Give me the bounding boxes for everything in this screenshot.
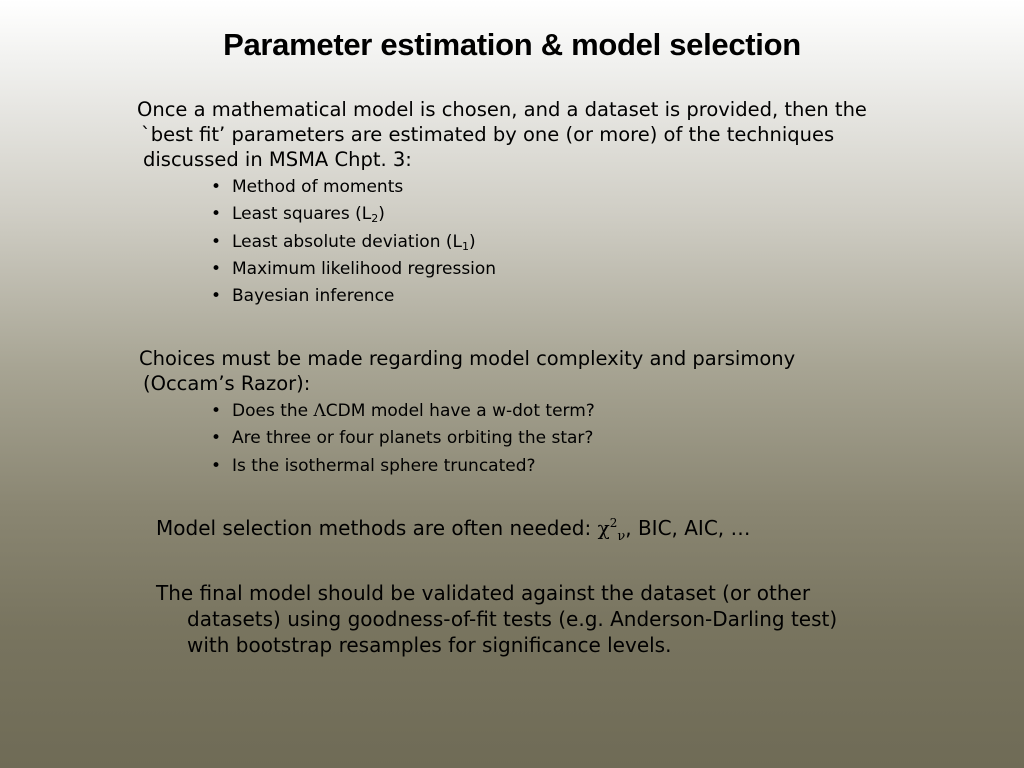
list-item-label: Are three or four planets orbiting the star?	[232, 428, 594, 449]
bullet-icon: •	[211, 286, 222, 307]
choices-paragraph	[139, 346, 795, 396]
list-item-label: Bayesian inference	[232, 286, 395, 307]
model-selection-line	[156, 516, 751, 544]
bullet-icon: •	[211, 231, 222, 252]
list-item-label-end: )	[378, 204, 385, 225]
bullet-icon: •	[211, 428, 222, 449]
list-item-label: Is the isothermal sphere truncated?	[232, 455, 536, 476]
list-item-lambda-cdm	[211, 398, 595, 425]
validation-line-3: with bootstrap resamples for significance levels.	[187, 633, 672, 657]
intro-paragraph	[137, 97, 867, 172]
bullet-icon: •	[211, 177, 222, 197]
list-item-bayesian-inference	[211, 283, 496, 310]
list-item-label-end: )	[469, 231, 476, 252]
validation-line-2: datasets) using goodness-of-fit tests (e.g. Anderson-Darling test)	[187, 607, 838, 631]
intro-line-1: Once a mathematical model is chosen, and a dataset is provided, then the	[137, 98, 867, 121]
subscript: 2	[371, 212, 379, 226]
bullet-icon: •	[211, 258, 222, 279]
list-item-method-of-moments	[211, 174, 496, 201]
intro-line-3: discussed in MSMA Chpt. 3:	[143, 148, 412, 171]
bullet-icon: •	[211, 401, 222, 421]
validation-paragraph	[156, 580, 837, 658]
chi-symbol: χ	[597, 516, 610, 540]
list-item-isothermal-sphere	[211, 453, 595, 480]
techniques-list	[211, 174, 496, 310]
questions-list	[211, 398, 595, 480]
choices-line-2: (Occam’s Razor):	[143, 372, 311, 395]
list-item-maximum-likelihood	[211, 256, 496, 283]
model-selection-paragraph	[156, 516, 751, 544]
bullet-icon: •	[211, 455, 222, 476]
slide-title: Parameter estimation & model selection	[223, 27, 801, 62]
list-item-label: Least absolute deviation (L	[232, 231, 462, 252]
list-item-label: Least squares (L	[232, 204, 372, 225]
model-selection-text-end: , BIC, AIC, …	[625, 516, 751, 540]
list-item-least-squares	[211, 201, 496, 228]
list-item-label: Maximum likelihood regression	[232, 258, 497, 279]
list-item-label: Does the	[232, 401, 314, 421]
nu-subscript: ν	[617, 529, 626, 544]
bullet-icon: •	[211, 204, 222, 225]
list-item-least-absolute-deviation	[211, 229, 496, 256]
intro-line-2: `best fit’ parameters are estimated by one (or more) of the techniques	[141, 123, 835, 146]
lambda-symbol: Λ	[313, 401, 326, 421]
list-item-label: Method of moments	[232, 177, 404, 197]
list-item-label-end: CDM model have a w-dot term?	[325, 401, 595, 421]
subscript: 1	[462, 239, 469, 253]
list-item-planets	[211, 425, 595, 452]
validation-line-1: The final model should be validated against the dataset (or other	[156, 581, 811, 605]
model-selection-text: Model selection methods are often needed:	[156, 516, 598, 540]
choices-line-1: Choices must be made regarding model complexity and parsimony	[139, 347, 796, 370]
superscript: 2	[609, 516, 618, 530]
